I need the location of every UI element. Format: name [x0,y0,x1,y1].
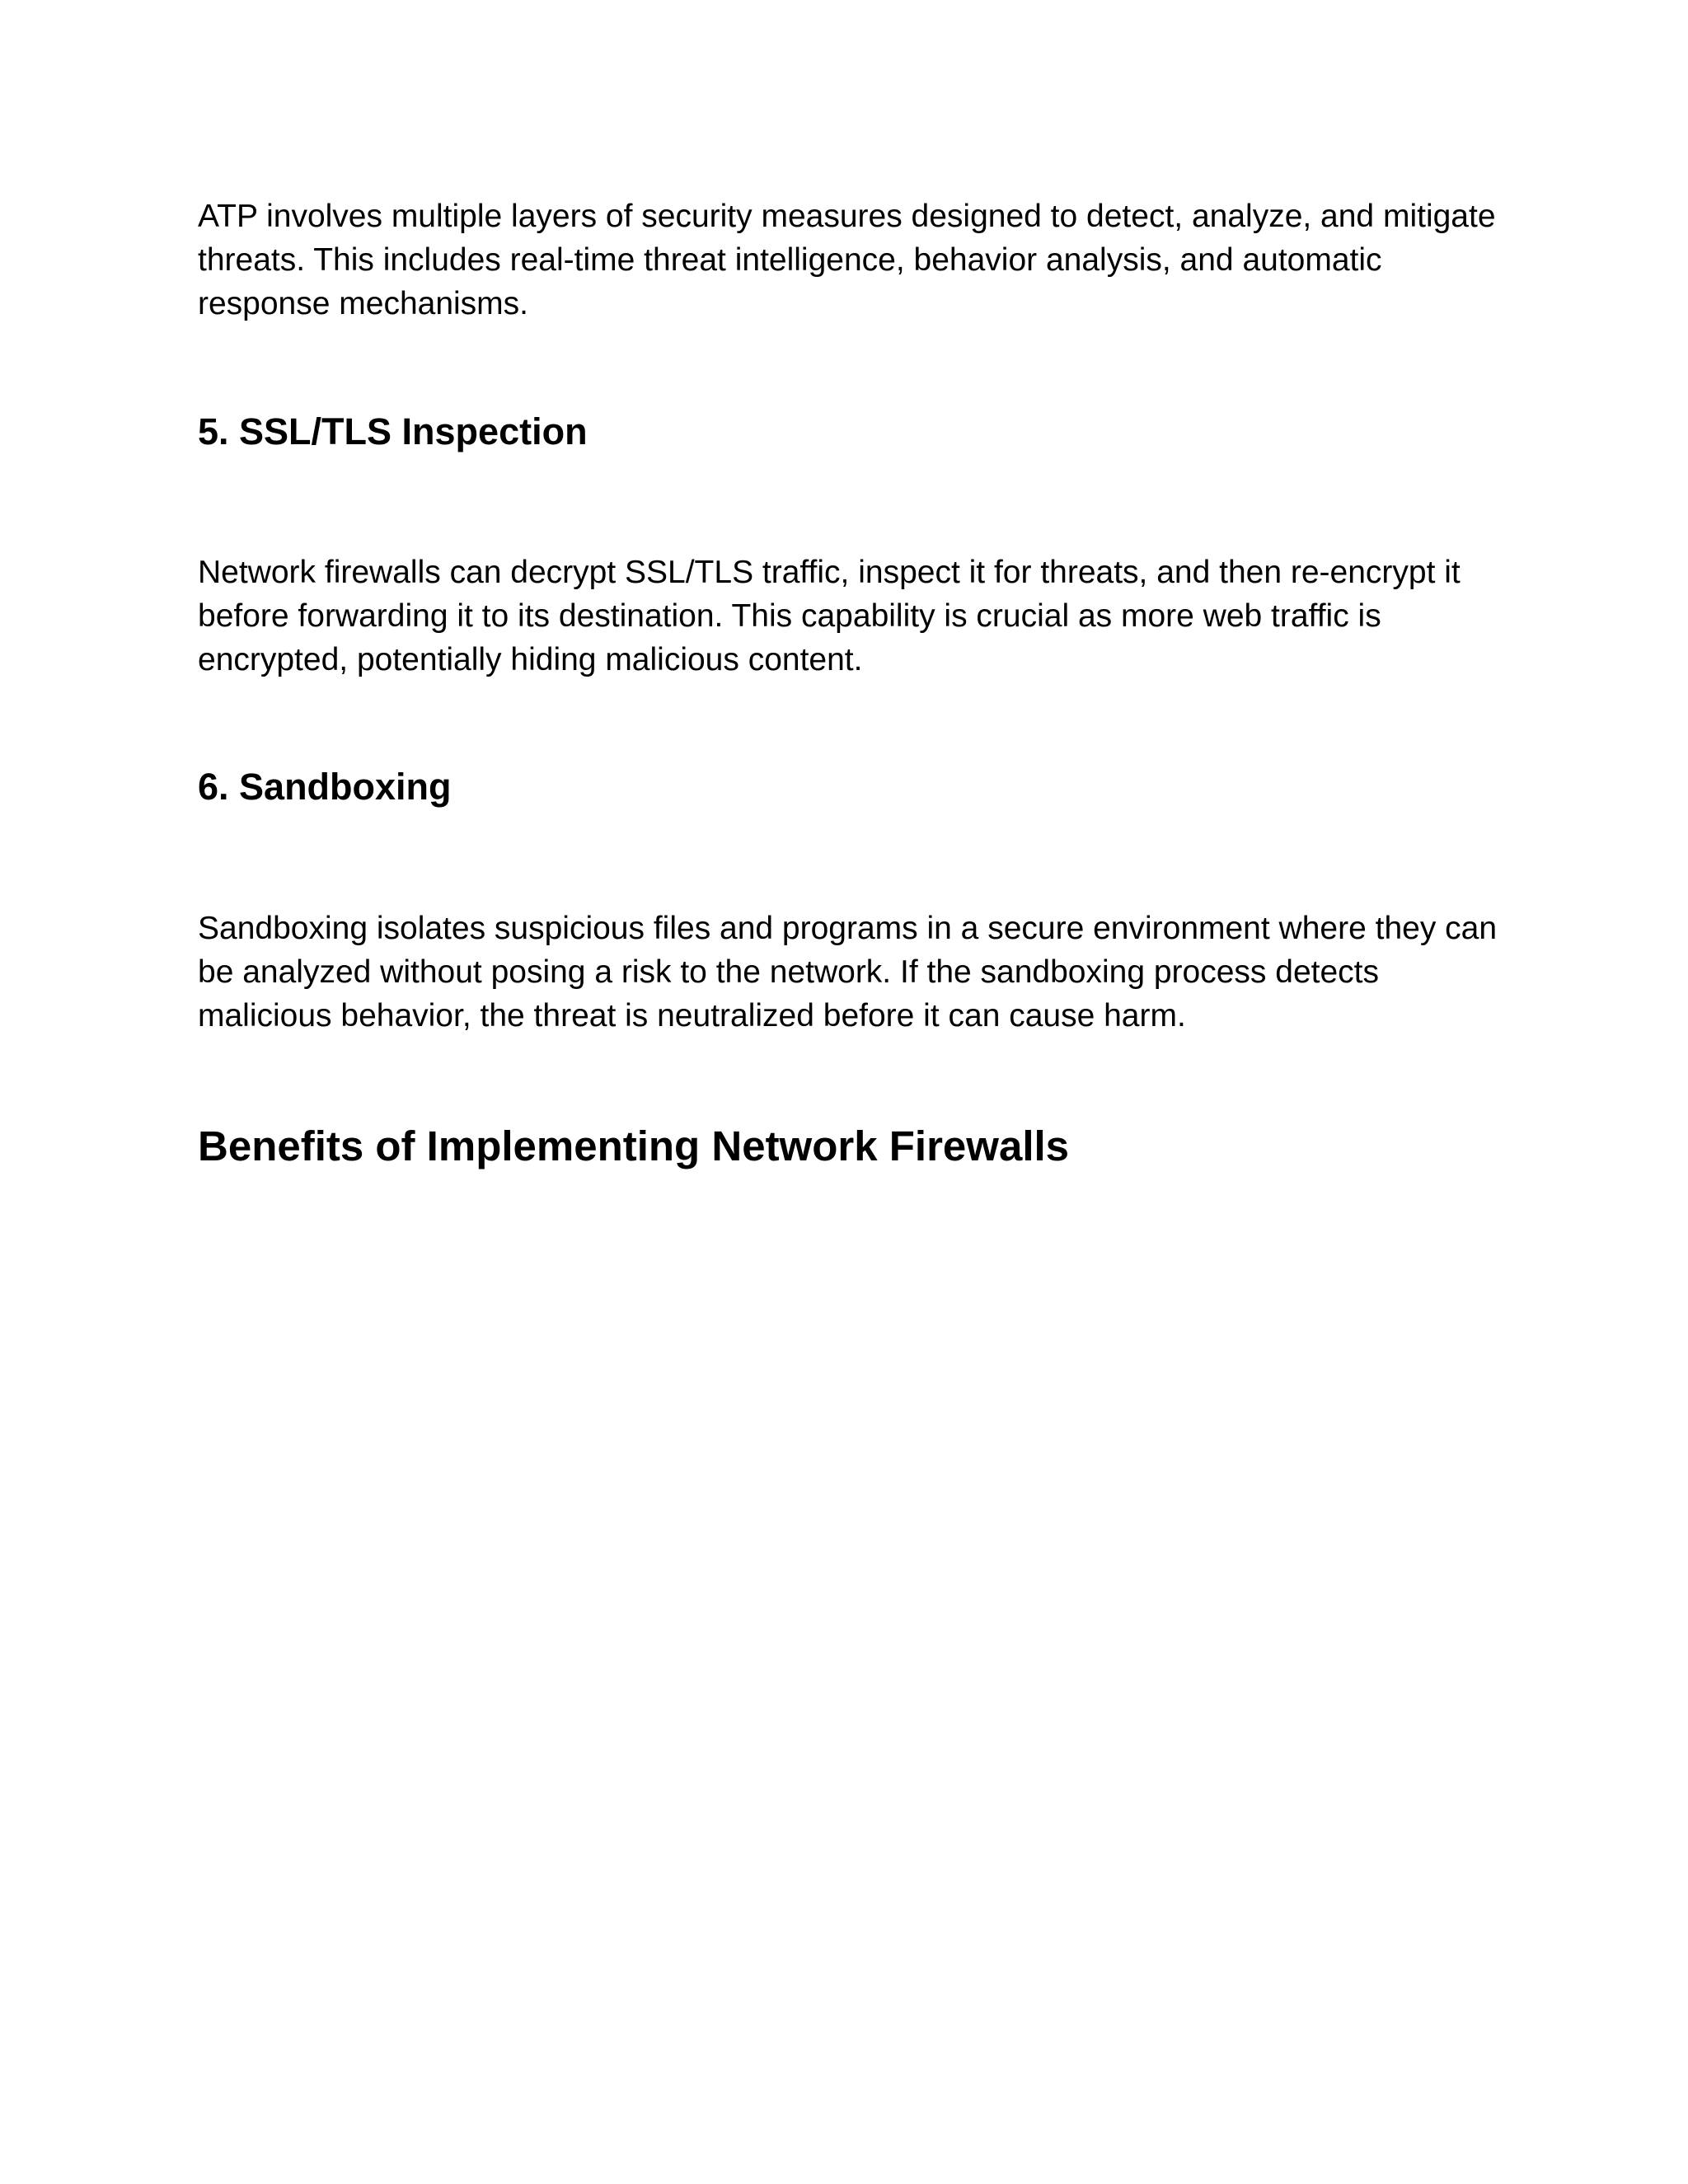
ssl-tls-paragraph: Network firewalls can decrypt SSL/TLS traffic, inspect it for threats, and then re-encrypt it before forwarding it to its destination. This capability is crucial as more web traffic is encrypted, potentially hiding malicious content. [198,555,1461,677]
atp-paragraph: ATP involves multiple layers of security measures designed to detect, analyze, and mitigate threats. This includes real-time threat intelligence, behavior analysis, and automatic response mechanisms. [198,199,1496,321]
sandboxing-heading: 6. Sandboxing [198,766,452,808]
ssl-tls-inspection-heading: 5. SSL/TLS Inspection [198,410,588,452]
sandboxing-paragraph: Sandboxing isolates suspicious files and programs in a secure environment where they can be analyzed without posing a risk to the network. If the sandboxing process detects malicious behavior, the threat is neutralized before it can cause harm. [198,911,1498,1033]
benefits-heading: Benefits of Implementing Network Firewalls [198,1122,1070,1169]
